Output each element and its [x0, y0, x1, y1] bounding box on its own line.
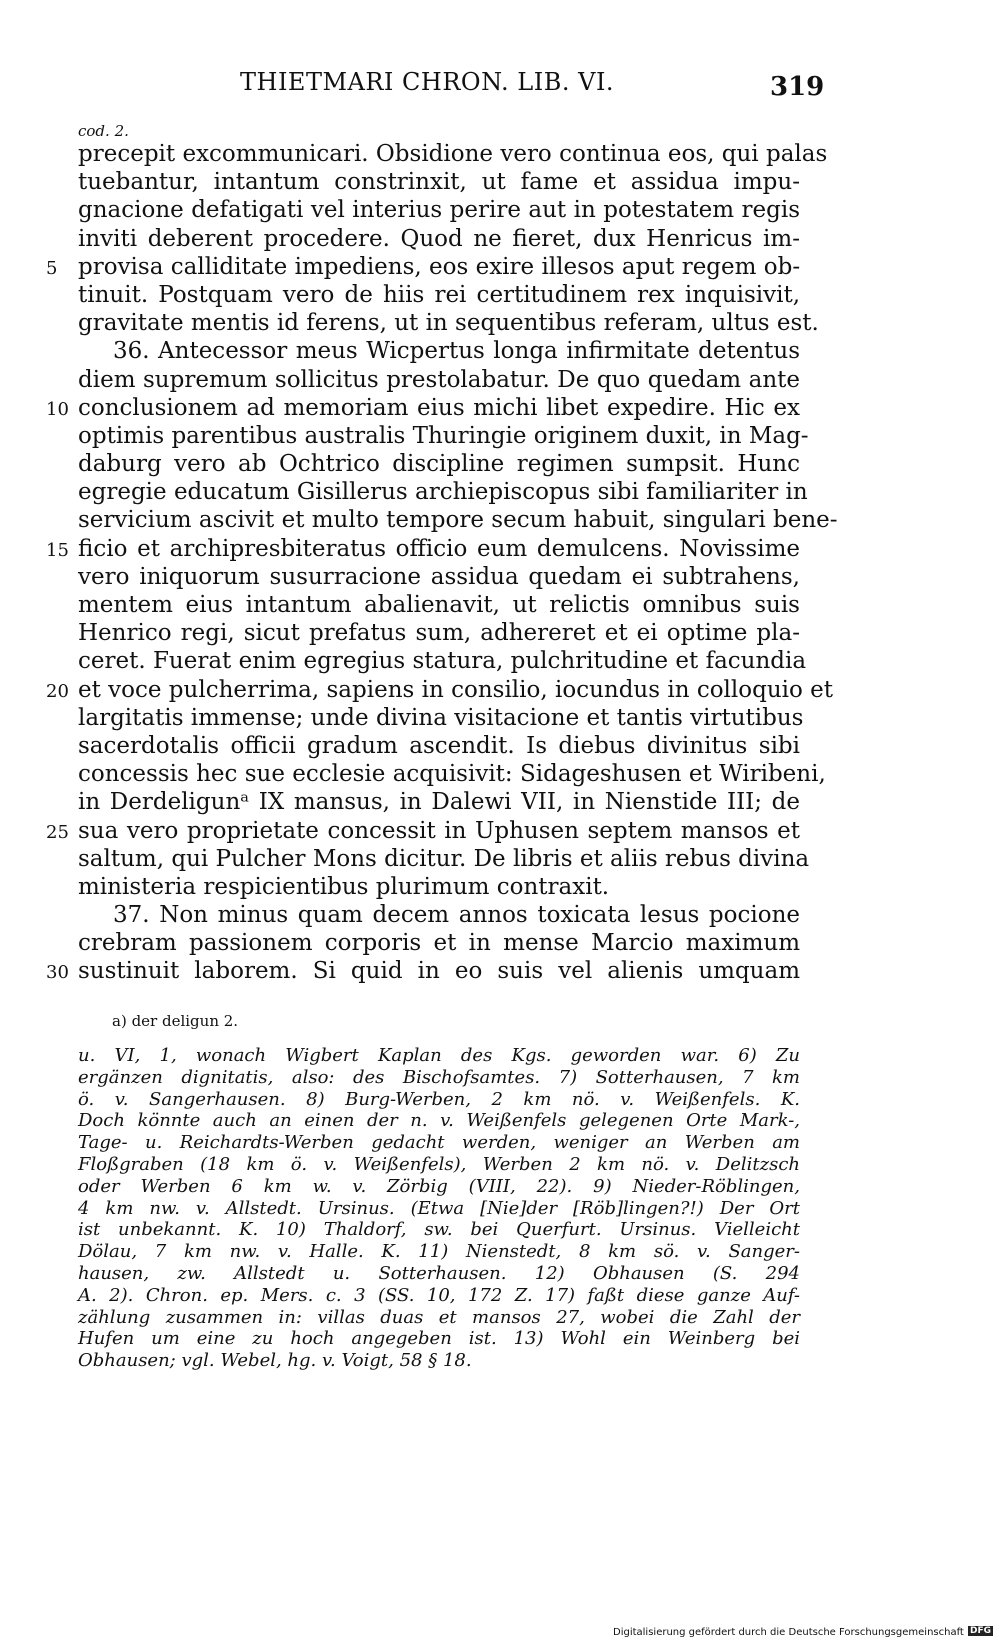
text-line: servicium ascivit et multo tempore secum habuit, singulari bene-: [78, 507, 838, 534]
text-line: egregie educatum Gisillerus archiepiscopus sibi familiariter in: [78, 479, 808, 506]
text-line: ministeria respicientibus plurimum contraxit.: [78, 873, 610, 900]
commentary-line: Doch könnte auch an einen der n. v. Weißenfels gelegenen Orte Mark-,: [78, 1110, 800, 1132]
text-line: diem supremum sollicitus prestolabatur. De quo quedam ante: [78, 366, 800, 393]
text-line: inviti deberent procedere. Quod ne fieret, dux Henricus im-: [78, 225, 800, 252]
text-line: vero iniquorum susurracione assidua quedam ei subtrahens,: [78, 563, 800, 590]
text-line: 5 provisa calliditate impediens, eos exire illesos aput regem ob-: [0, 253, 1000, 281]
page-number: 319: [770, 72, 825, 102]
commentary-line: 4 km nw. v. Allstedt. Ursinus. (Etwa [Nie]der [Röb]lingen?!) Der Ort: [78, 1197, 800, 1219]
text-line: 10 conclusionem ad memoriam eius michi libet expedire. Hic ex: [0, 394, 1000, 422]
commentary-line: hausen, zw. Allstedt u. Sotterhausen. 12) Obhausen (S. 294: [78, 1262, 800, 1284]
text-line: crebram passionem corporis et in mense Marcio maximum: [78, 930, 800, 957]
text-line: 25 sua vero proprietate concessit in Uphusen septem mansos et: [0, 817, 1000, 845]
commentary-line: Obhausen; vgl. Webel, hg. v. Voigt, 58 § 18.: [78, 1350, 472, 1372]
text-line: in Derdeligunᵃ IX mansus, in Dalewi VII, in Nienstide III; de: [78, 789, 800, 816]
line-number: 20: [46, 680, 69, 702]
commentary-line: ist unbekannt. K. 10) Thaldorf, sw. bei Querfurt. Ursinus. Vielleicht: [78, 1219, 800, 1241]
commentary-line: Tage- u. Reichardts-Werben gedacht werden, weniger an Werben am: [78, 1132, 800, 1154]
text-line: sacerdotalis officii gradum ascendit. Is diebus divinitus sibi: [78, 732, 800, 759]
commentary-line: ö. v. Sangerhausen. 8) Burg-Werben, 2 km nö. v. Weißenfels. K.: [78, 1088, 800, 1110]
main-text: [0, 140, 1000, 986]
text-line: concessis hec sue ecclesie acquisivit: Sidageshusen et Wiribeni,: [78, 761, 826, 788]
text-line: 36. Antecessor meus Wicpertus longa infirmitate detentus: [113, 338, 800, 365]
commentary-notes: [78, 1045, 800, 1372]
text-line: tinuit. Postquam vero de hiis rei certitudinem rex inquisivit,: [78, 281, 800, 308]
text-line: gnacione defatigati vel interius perire aut in potestatem regis: [78, 197, 800, 224]
text-line: daburg vero ab Ochtrico discipline regimen sumpsit. Hunc: [78, 451, 800, 478]
text-line: 15 ficio et archipresbiteratus officio eum demulcens. Novissime: [0, 535, 1000, 563]
commentary-line: zählung zusammen in: villas duas et mansos 27, wobei die Zahl der: [78, 1306, 800, 1328]
cod-note: cod. 2.: [78, 122, 129, 140]
text-line: saltum, qui Pulcher Mons dicitur. De libris et aliis rebus divina: [78, 845, 810, 872]
commentary-line: ergänzen dignitatis, also: des Bischofsamtes. 7) Sotterhausen, 7 km: [78, 1066, 800, 1088]
line-number: 15: [46, 539, 69, 561]
line-number: 10: [46, 398, 69, 420]
commentary-line: Hufen um eine zu hoch angegeben ist. 13) Wohl ein Weinberg bei: [78, 1328, 800, 1350]
commentary-line: oder Werben 6 km w. v. Zörbig (VIII, 22). 9) Nieder-Röblingen,: [78, 1175, 800, 1197]
text-line: Henrico regi, sicut prefatus sum, adhereret et ei optime pla-: [78, 620, 800, 647]
text-line: precepit excommunicari. Obsidione vero continua eos, qui palas: [78, 141, 828, 167]
commentary-line: A. 2). Chron. ep. Mers. c. 3 (SS. 10, 172 Z. 17) faßt diese ganze Auf-: [78, 1284, 800, 1306]
text-line: 30 sustinuit laborem. Si quid in eo suis vel alienis umquam: [0, 957, 1000, 985]
commentary-line: Floßgraben (18 km ö. v. Weißenfels), Werben 2 km nö. v. Delitzsch: [78, 1153, 800, 1175]
footnote-a: a) der deligun 2.: [112, 1012, 239, 1030]
text-line: largitatis immense; unde divina visitacione et tantis virtutibus: [78, 704, 804, 731]
running-header: THIETMARI CHRON. LIB. VI.: [240, 68, 615, 96]
text-line: 20 et voce pulcherrima, sapiens in consilio, iocundus in colloquio et: [0, 676, 1000, 704]
text-line: optimis parentibus australis Thuringie originem duxit, in Mag-: [78, 422, 809, 449]
text-line: ceret. Fuerat enim egregius statura, pulchritudine et facundia: [78, 648, 807, 675]
dfg-logo: DFG: [970, 1626, 992, 1636]
text-line: tuebantur, intantum constrinxit, ut fame et assidua impu-: [78, 169, 800, 196]
commentary-line: Dölau, 7 km nw. v. Halle. K. 11) Nienstedt, 8 km sö. v. Sanger-: [78, 1241, 800, 1263]
text-line: gravitate mentis id ferens, ut in sequentibus referam, ultus est.: [78, 310, 819, 337]
commentary-line: u. VI, 1, wonach Wigbert Kaplan des Kgs. geworden war. 6) Zu: [78, 1045, 800, 1066]
line-number: 5: [46, 257, 58, 279]
line-number: 30: [46, 962, 69, 984]
text-line: mentem eius intantum abalienavit, ut relictis omnibus suis: [78, 592, 800, 618]
digitization-note: Digitalisierung gefördert durch die Deutsche Forschungsgemeinschaft: [613, 1627, 964, 1638]
line-number: 25: [46, 821, 69, 843]
text-line: 37. Non minus quam decem annos toxicata lesus pocione: [113, 902, 800, 929]
